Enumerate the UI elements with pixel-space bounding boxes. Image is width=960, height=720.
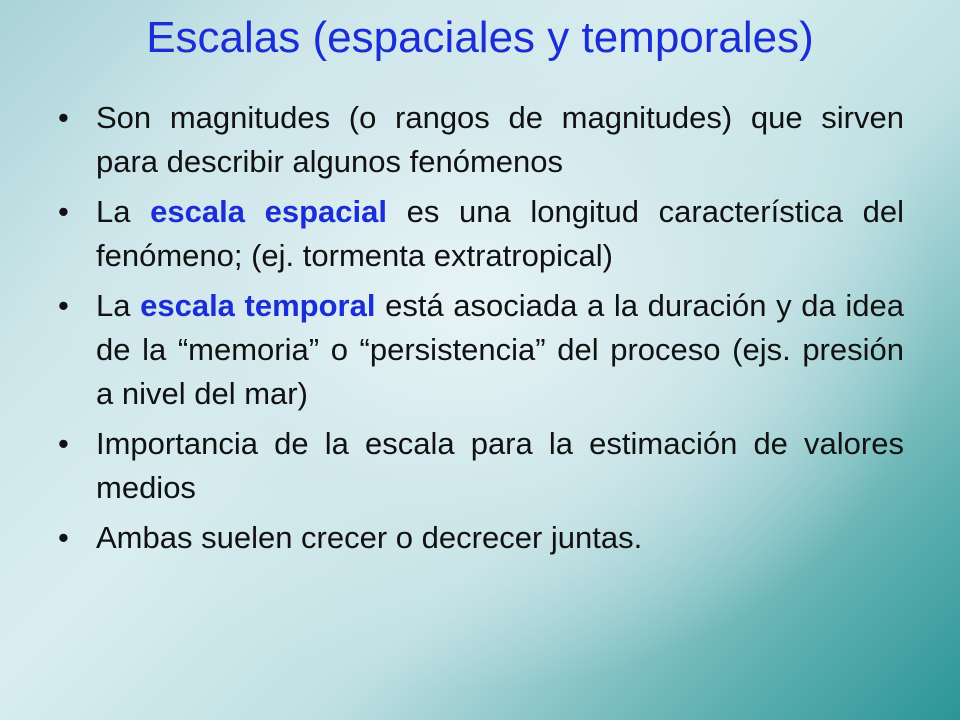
bullet-icon: •: [58, 194, 69, 229]
bullet-text: Son magnitudes (o rangos de magnitudes) que sirven para describir algunos fenómenos: [96, 100, 904, 179]
bullet-icon: •: [58, 288, 69, 323]
bullet-item-escala-espacial: [58, 190, 904, 278]
bullet-list: [58, 96, 904, 566]
bullet-text-lead: La: [96, 288, 141, 323]
bullet-icon: •: [58, 520, 69, 555]
bullet-text: Importancia de la escala para la estimación de valores medios: [96, 426, 904, 505]
highlight-term: escala espacial: [150, 194, 387, 229]
slide-title: Escalas (espaciales y temporales): [146, 13, 814, 62]
bullet-text-lead: La: [96, 194, 151, 229]
bullet-icon: •: [58, 100, 69, 135]
bullet-item-ambas: [58, 516, 904, 560]
bullet-item-magnitudes: [58, 96, 904, 184]
bullet-text-rest: es una longitud característica del fenómeno; (ej. tormenta extratropical): [96, 194, 904, 273]
bullet-item-escala-temporal: [58, 284, 904, 416]
highlight-term: escala temporal: [140, 288, 376, 323]
bullet-icon: •: [58, 426, 69, 461]
bullet-text: Ambas suelen crecer o decrecer juntas.: [96, 520, 643, 555]
bullet-item-importancia: [58, 422, 904, 510]
bullet-text-rest: está asociada a la duración y da idea de la “memoria” o “persistencia” del proceso (ejs. presión a nivel del mar): [96, 288, 904, 411]
